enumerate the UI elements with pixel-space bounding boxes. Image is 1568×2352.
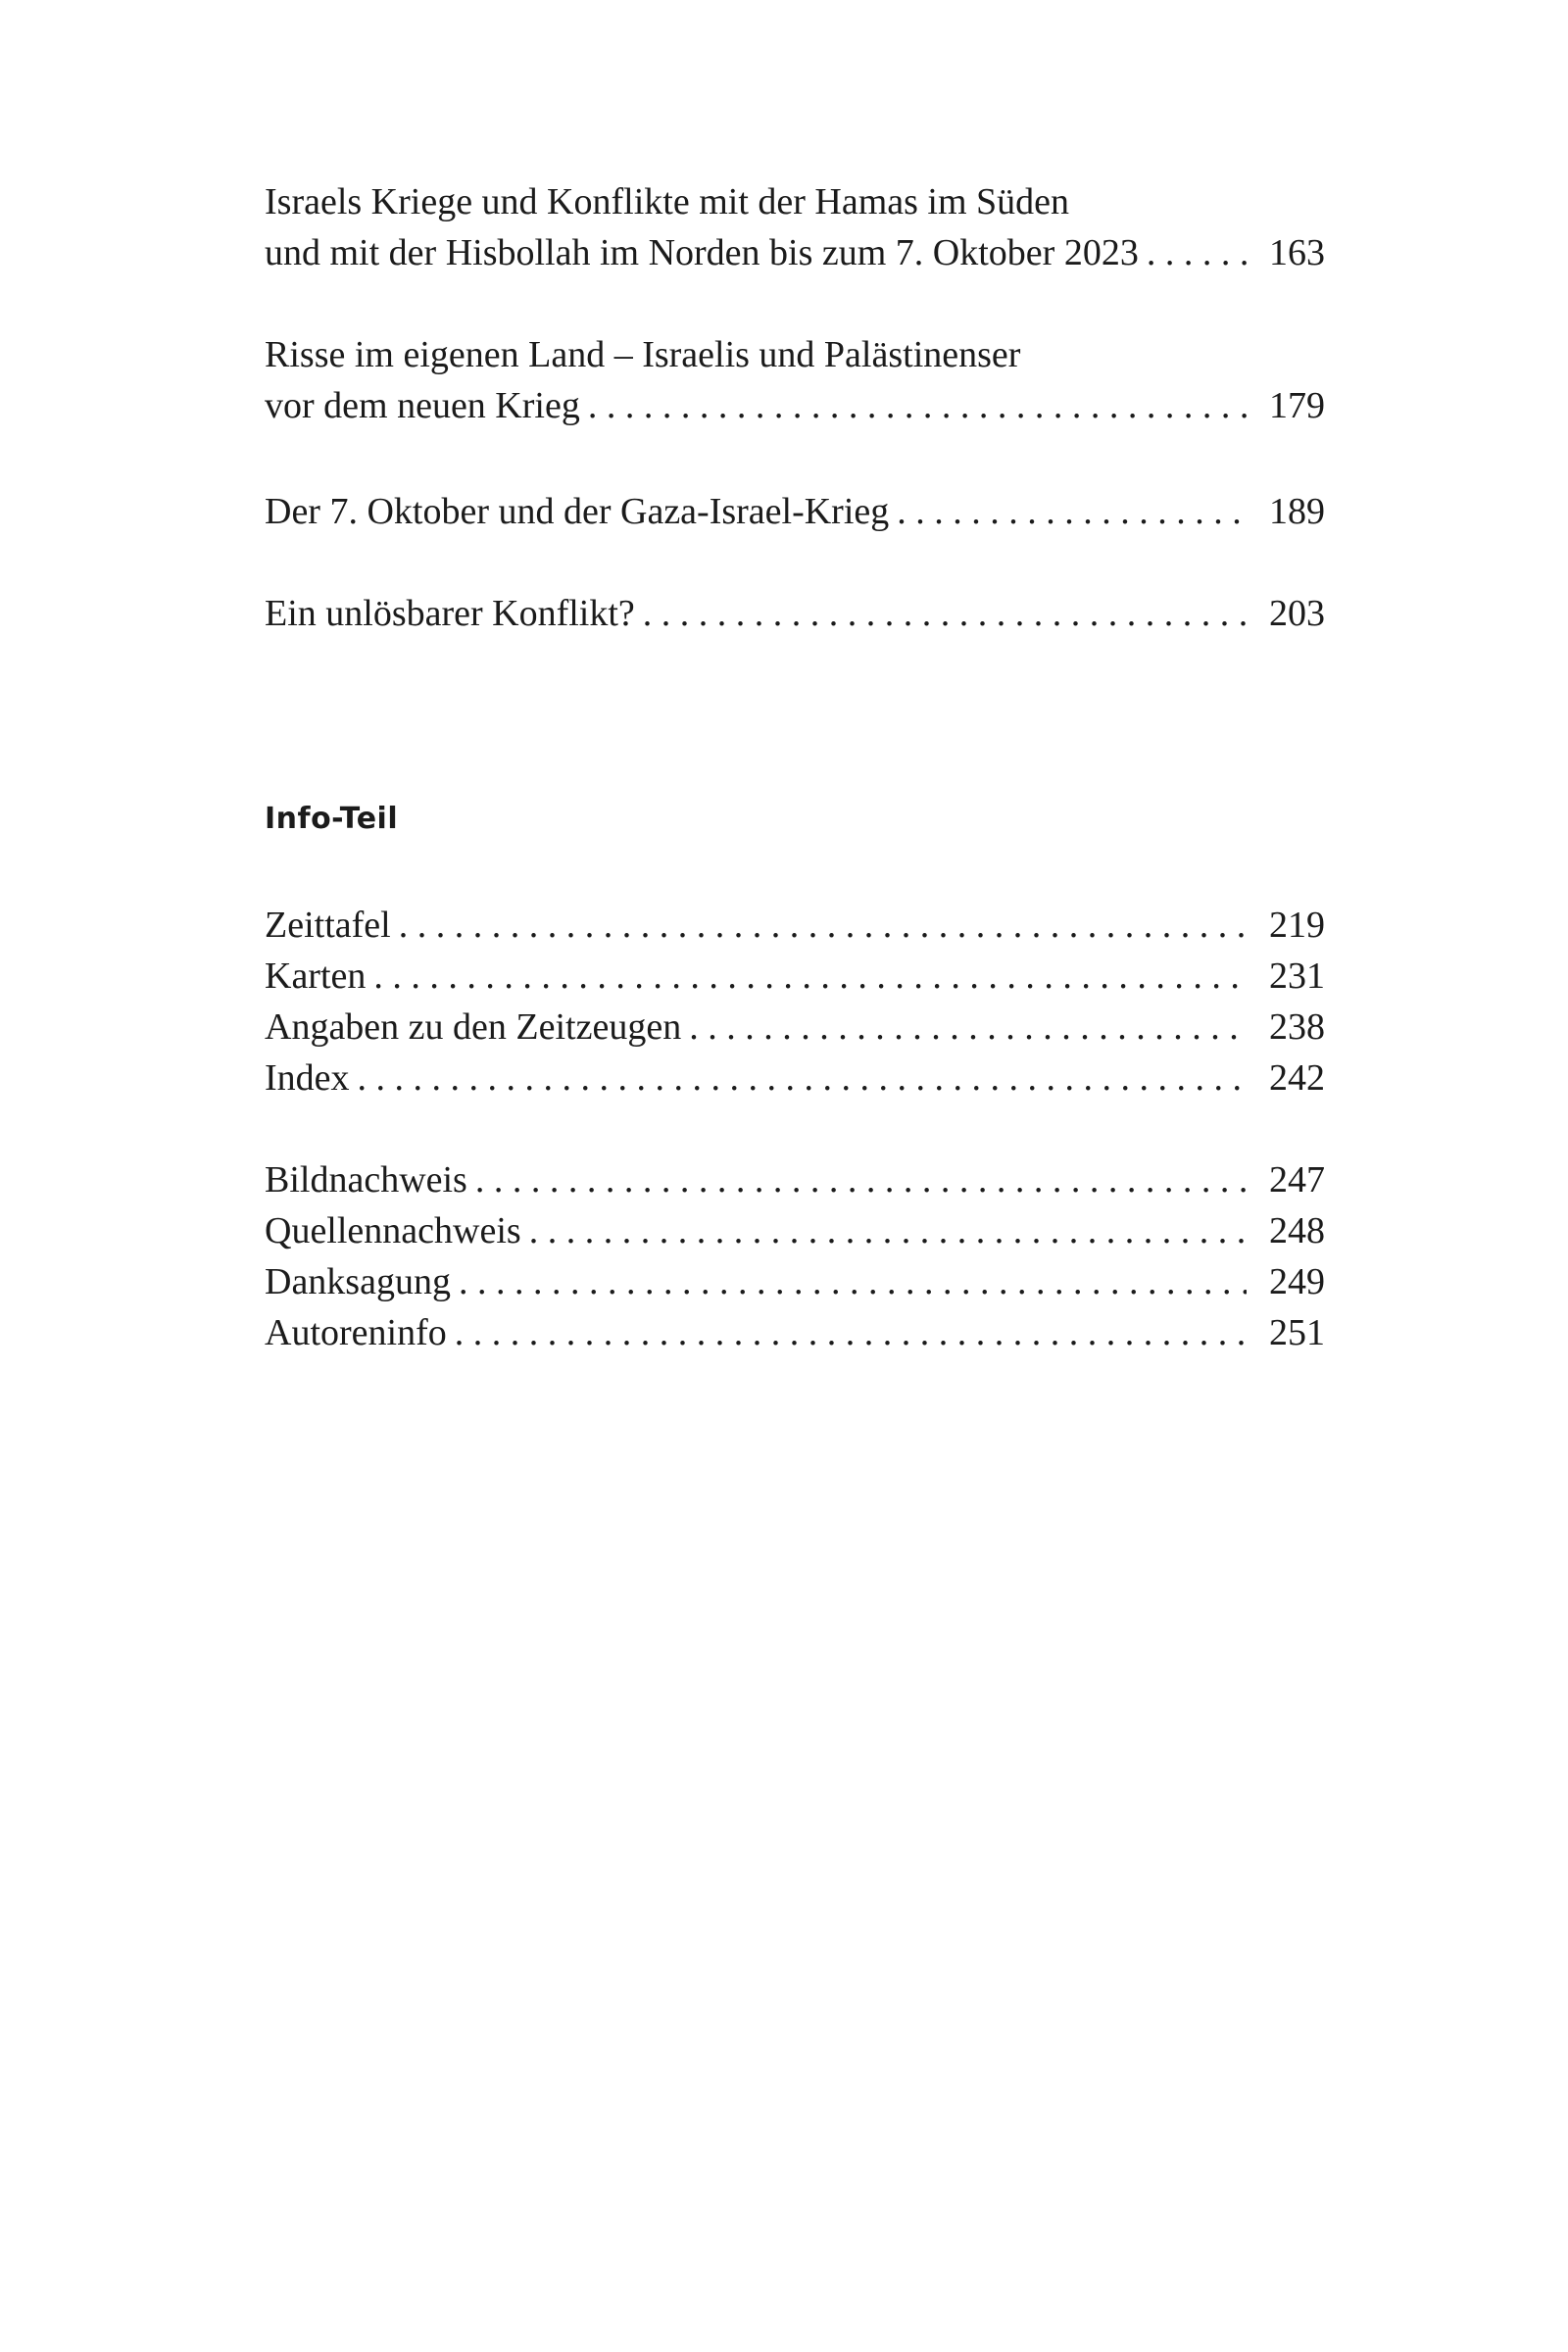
toc-page-number: 163 (1269, 232, 1325, 273)
toc-page-number: 247 (1269, 1159, 1325, 1200)
toc-entry (265, 1256, 1325, 1307)
toc-entry-title-line (265, 588, 1325, 639)
toc-entry (265, 951, 1325, 1002)
leader-dots (373, 951, 1247, 1002)
leader-dots (588, 380, 1247, 431)
toc-entry (265, 176, 1325, 278)
toc-entry (265, 1002, 1325, 1053)
toc-entry-title: Angaben zu den Zeitzeugen (265, 1006, 682, 1048)
leader-dots (399, 900, 1247, 951)
toc-entry-title: Index (265, 1057, 350, 1099)
leader-dots (455, 1307, 1247, 1358)
leader-dots (643, 588, 1247, 639)
leader-dots (358, 1053, 1247, 1103)
leader-dots (459, 1256, 1247, 1307)
toc-entry-title: Quellennachweis (265, 1210, 521, 1251)
toc-entry (265, 1205, 1325, 1256)
toc-entry-title: Bildnachweis (265, 1159, 467, 1200)
toc-entry (265, 486, 1325, 537)
toc-entry-title: Ein unlösbarer Konflikt? (265, 593, 635, 634)
toc-entry-title: vor dem neuen Krieg (265, 385, 580, 426)
toc-entry-title-line (265, 227, 1325, 278)
toc-group (265, 900, 1325, 1103)
toc-page-number: 242 (1269, 1057, 1325, 1099)
toc-entry-title: Israels Kriege und Konflikte mit der Hamas im Süden (265, 181, 1070, 222)
leader-dots (529, 1205, 1247, 1256)
toc-entry-title-line (265, 329, 1325, 380)
toc-entry-title: Zeittafel (265, 905, 391, 946)
toc-entry (265, 329, 1325, 431)
leader-dots (1147, 227, 1247, 278)
toc-page-number: 238 (1269, 1006, 1325, 1048)
leader-dots (475, 1154, 1247, 1205)
toc-page-number: 231 (1269, 956, 1325, 997)
toc-entry-title: Der 7. Oktober und der Gaza-Israel-Krieg (265, 491, 890, 532)
toc-entry-title-line (265, 486, 1325, 537)
toc-group (265, 1154, 1325, 1358)
toc-page-number: 179 (1269, 385, 1325, 426)
toc-page-number: 249 (1269, 1261, 1325, 1302)
toc-entry (265, 1053, 1325, 1103)
toc-entry-title: Karten (265, 956, 367, 997)
section-heading: Info-Teil (265, 802, 399, 836)
toc-entry (265, 900, 1325, 951)
toc-page-number: 203 (1269, 593, 1325, 634)
toc-page-number: 219 (1269, 905, 1325, 946)
toc-entry-title-line (265, 380, 1325, 431)
toc-entry (265, 1307, 1325, 1358)
toc-entry-title-line (265, 176, 1325, 227)
leader-dots (897, 486, 1247, 537)
toc-entry-title: Danksagung (265, 1261, 451, 1302)
toc-page-number: 248 (1269, 1210, 1325, 1251)
toc-entry (265, 1154, 1325, 1205)
toc-entry-title: Autoreninfo (265, 1312, 447, 1353)
leader-dots (689, 1002, 1247, 1053)
toc-page-number: 189 (1269, 491, 1325, 532)
toc-page-number: 251 (1269, 1312, 1325, 1353)
toc-entry-title: Risse im eigenen Land – Israelis und Palästinenser (265, 334, 1021, 375)
toc-entry-title: und mit der Hisbollah im Norden bis zum 7. Oktober 2023 (265, 232, 1139, 273)
toc-entry (265, 588, 1325, 639)
